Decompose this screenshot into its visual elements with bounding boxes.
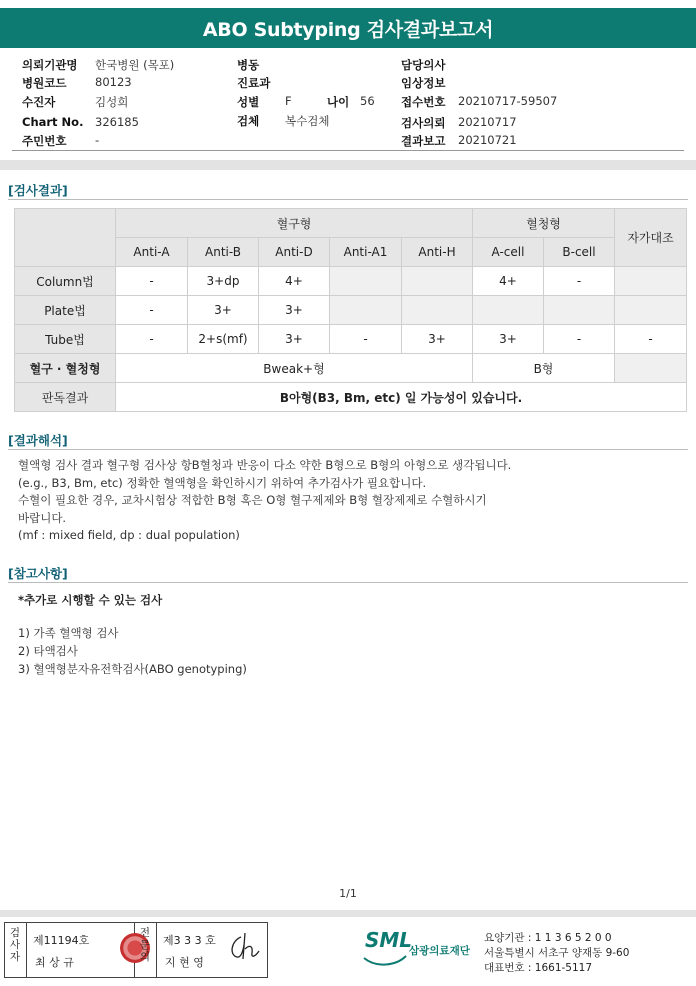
field-label: 병동 [237, 58, 260, 72]
page-number: 1/1 [339, 887, 357, 900]
interpretation-line: (mf : mixed field, dp : dual population) [18, 528, 240, 542]
table-cell-empty [615, 296, 687, 325]
interpretation-text [18, 457, 511, 545]
interpretation-line: 수혈이 필요한 경우, 교차시험상 적합한 B형 혹은 O형 혈구제제와 B형 혈장제제로 수혈하시기 [18, 493, 487, 507]
field-value [95, 133, 99, 147]
specialist-name: 지 현 영 [165, 956, 204, 969]
section-title-reference: [참고사항] [8, 566, 68, 581]
field-label: 임상정보 [401, 76, 446, 90]
cell-type-value: Bweak+형 [116, 354, 473, 383]
table-row [15, 209, 687, 238]
specialist-license: 제3 3 3 호 [163, 934, 216, 947]
column-header: Anti-A1 [330, 238, 402, 267]
table-row [15, 325, 687, 354]
specialist-label-cell [135, 923, 157, 977]
table-cell: 3+ [473, 325, 544, 354]
section-title-results: [검사결과] [8, 183, 68, 198]
sex-value: F [285, 94, 292, 108]
field-value [285, 94, 292, 108]
table-cell: 3+dp [188, 267, 259, 296]
field-label [237, 113, 259, 129]
institution-code: 요양기관 : 1 1 3 6 5 2 0 0 [484, 932, 612, 944]
table-cell: - [116, 325, 188, 354]
divider [12, 150, 684, 151]
specimen-value: 복수검체 [285, 114, 330, 128]
method-label: Column법 [15, 267, 116, 296]
field-label [401, 57, 445, 73]
divider [0, 160, 696, 170]
field-label [237, 94, 259, 110]
divider [8, 582, 688, 583]
field-label [401, 94, 445, 110]
field-label [401, 133, 445, 149]
type-label: 혈구 · 혈청형 [15, 354, 116, 383]
field-label [401, 75, 445, 91]
reference-item: 2) 타액검사 [18, 644, 78, 658]
table-cell: - [116, 267, 188, 296]
interpretation-line: 바랍니다. [18, 510, 67, 525]
reference-item: 1) 가족 혈액형 검사 [18, 626, 119, 640]
address: 서울특별시 서초구 양재동 9-60 [484, 947, 630, 959]
column-header: Anti-A [116, 238, 188, 267]
report-date-value: 20210721 [458, 133, 517, 147]
field-value [458, 94, 557, 108]
table-cell: 3+ [259, 325, 330, 354]
field-value [95, 57, 174, 73]
phone: 대표번호 : 1661-5117 [484, 962, 593, 974]
table-cell: - [615, 325, 687, 354]
table-row [15, 296, 687, 325]
inspector-name: 최 상 규 [35, 956, 74, 969]
patient-name-value: 김성희 [95, 95, 129, 109]
field-label: Chart No. [22, 115, 84, 129]
field-label: 검체 [237, 114, 260, 128]
column-header: Anti-B [188, 238, 259, 267]
field-label: 담당의사 [401, 58, 446, 72]
inspector-label: 검사자 [9, 927, 21, 963]
field-label: 진료과 [237, 76, 271, 90]
group-header-cell: 혈구형 [116, 209, 473, 238]
field-label [237, 57, 259, 73]
table-cell-empty [402, 296, 473, 325]
divider [0, 910, 696, 917]
reference-item: 3) 혈액형분자유전학검사(ABO genotyping) [18, 662, 247, 676]
column-header: B-cell [544, 238, 615, 267]
table-cell-empty [473, 296, 544, 325]
interpretation-line: 혈액형 검사 결과 혈구형 검사상 항B혈청과 반응이 다소 약한 B형으로 B형의 아형으로 생각됩니다. [18, 458, 512, 472]
table-row [15, 383, 687, 412]
field-label [401, 115, 445, 131]
institution-value: 한국병원 (목포) [95, 58, 175, 72]
field-label: 접수번호 [401, 95, 446, 109]
hospital-code-value: 80123 [95, 75, 132, 89]
table-cell-empty [615, 267, 687, 296]
signature-icon [225, 931, 263, 965]
field-label: 수진자 [22, 95, 56, 109]
signature-box [4, 922, 268, 978]
table-cell-empty [330, 296, 402, 325]
table-cell: - [544, 325, 615, 354]
method-label: Plate법 [15, 296, 116, 325]
field-value [95, 115, 139, 129]
field-value [95, 94, 128, 110]
field-label [22, 94, 55, 110]
field-value [95, 75, 132, 89]
inspector-cell [27, 923, 135, 977]
table-cell-empty [544, 296, 615, 325]
age-value: 56 [360, 94, 375, 108]
specialist-label: 전문의 [139, 927, 151, 963]
receipt-no-value: 20210717-59507 [458, 94, 558, 108]
field-label: 병원코드 [22, 76, 67, 90]
judgement-value: B아형(B3, Bm, etc) 일 가능성이 있습니다. [116, 383, 687, 412]
interpretation-line: (e.g., B3, Bm, etc) 정확한 혈액형을 확인하시기 위하여 추가검사가 필요합니다. [18, 475, 427, 490]
results-table [14, 208, 687, 412]
sml-logo-icon: SML [365, 928, 413, 952]
field-value [458, 133, 517, 147]
table-cell: - [544, 267, 615, 296]
field-label: 주민번호 [22, 134, 67, 148]
column-header: Anti-D [259, 238, 330, 267]
table-cell: 4+ [259, 267, 330, 296]
age-label: 나이 [327, 95, 350, 109]
table-cell-empty [330, 267, 402, 296]
specialist-cell [157, 923, 267, 977]
reference-title: *추가로 시행할 수 있는 검사 [18, 593, 163, 607]
table-cell: 4+ [473, 267, 544, 296]
table-cell-empty [615, 354, 687, 383]
field-value [360, 94, 375, 108]
divider [8, 449, 688, 450]
table-row [15, 354, 687, 383]
field-label [22, 133, 66, 149]
divider [8, 199, 688, 200]
section-title-interpretation: [결과해석] [8, 433, 68, 448]
inspector-label-cell [5, 923, 27, 977]
logo-name: 삼광의료재단 [409, 945, 470, 957]
field-label: 의뢰기관명 [22, 58, 78, 72]
column-header: Anti-H [402, 238, 473, 267]
table-cell: 3+ [259, 296, 330, 325]
field-label [237, 75, 270, 91]
field-label: 검사의뢰 [401, 116, 446, 130]
table-cell: 3+ [188, 296, 259, 325]
serum-type-value: B형 [473, 354, 615, 383]
table-row [15, 267, 687, 296]
header-autocontrol: 자가대조 [615, 209, 687, 267]
logo-swoosh-icon [362, 928, 408, 968]
header-row [22, 57, 78, 73]
table-corner [15, 209, 116, 267]
table-cell-empty [402, 267, 473, 296]
chart-no-value: 326185 [95, 115, 139, 129]
request-date-value: 20210717 [458, 115, 517, 129]
field-label [22, 115, 83, 129]
table-cell: 2+s(mf) [188, 325, 259, 354]
report-title: ABO Subtyping 검사결과보고서 [0, 8, 696, 48]
field-value [458, 115, 517, 129]
column-header: A-cell [473, 238, 544, 267]
table-cell: - [330, 325, 402, 354]
field-label: 결과보고 [401, 134, 446, 148]
judgement-label: 판독결과 [15, 383, 116, 412]
group-header-serum: 혈청형 [473, 209, 615, 238]
table-row [15, 238, 687, 267]
resident-no-value: - [95, 133, 100, 147]
field-label: 성별 [237, 95, 260, 109]
field-label [22, 75, 66, 91]
table-cell: 3+ [402, 325, 473, 354]
method-label: Tube법 [15, 325, 116, 354]
field-value [285, 113, 329, 129]
table-cell: - [116, 296, 188, 325]
field-label [327, 94, 349, 110]
inspector-license: 제11194호 [33, 934, 90, 947]
